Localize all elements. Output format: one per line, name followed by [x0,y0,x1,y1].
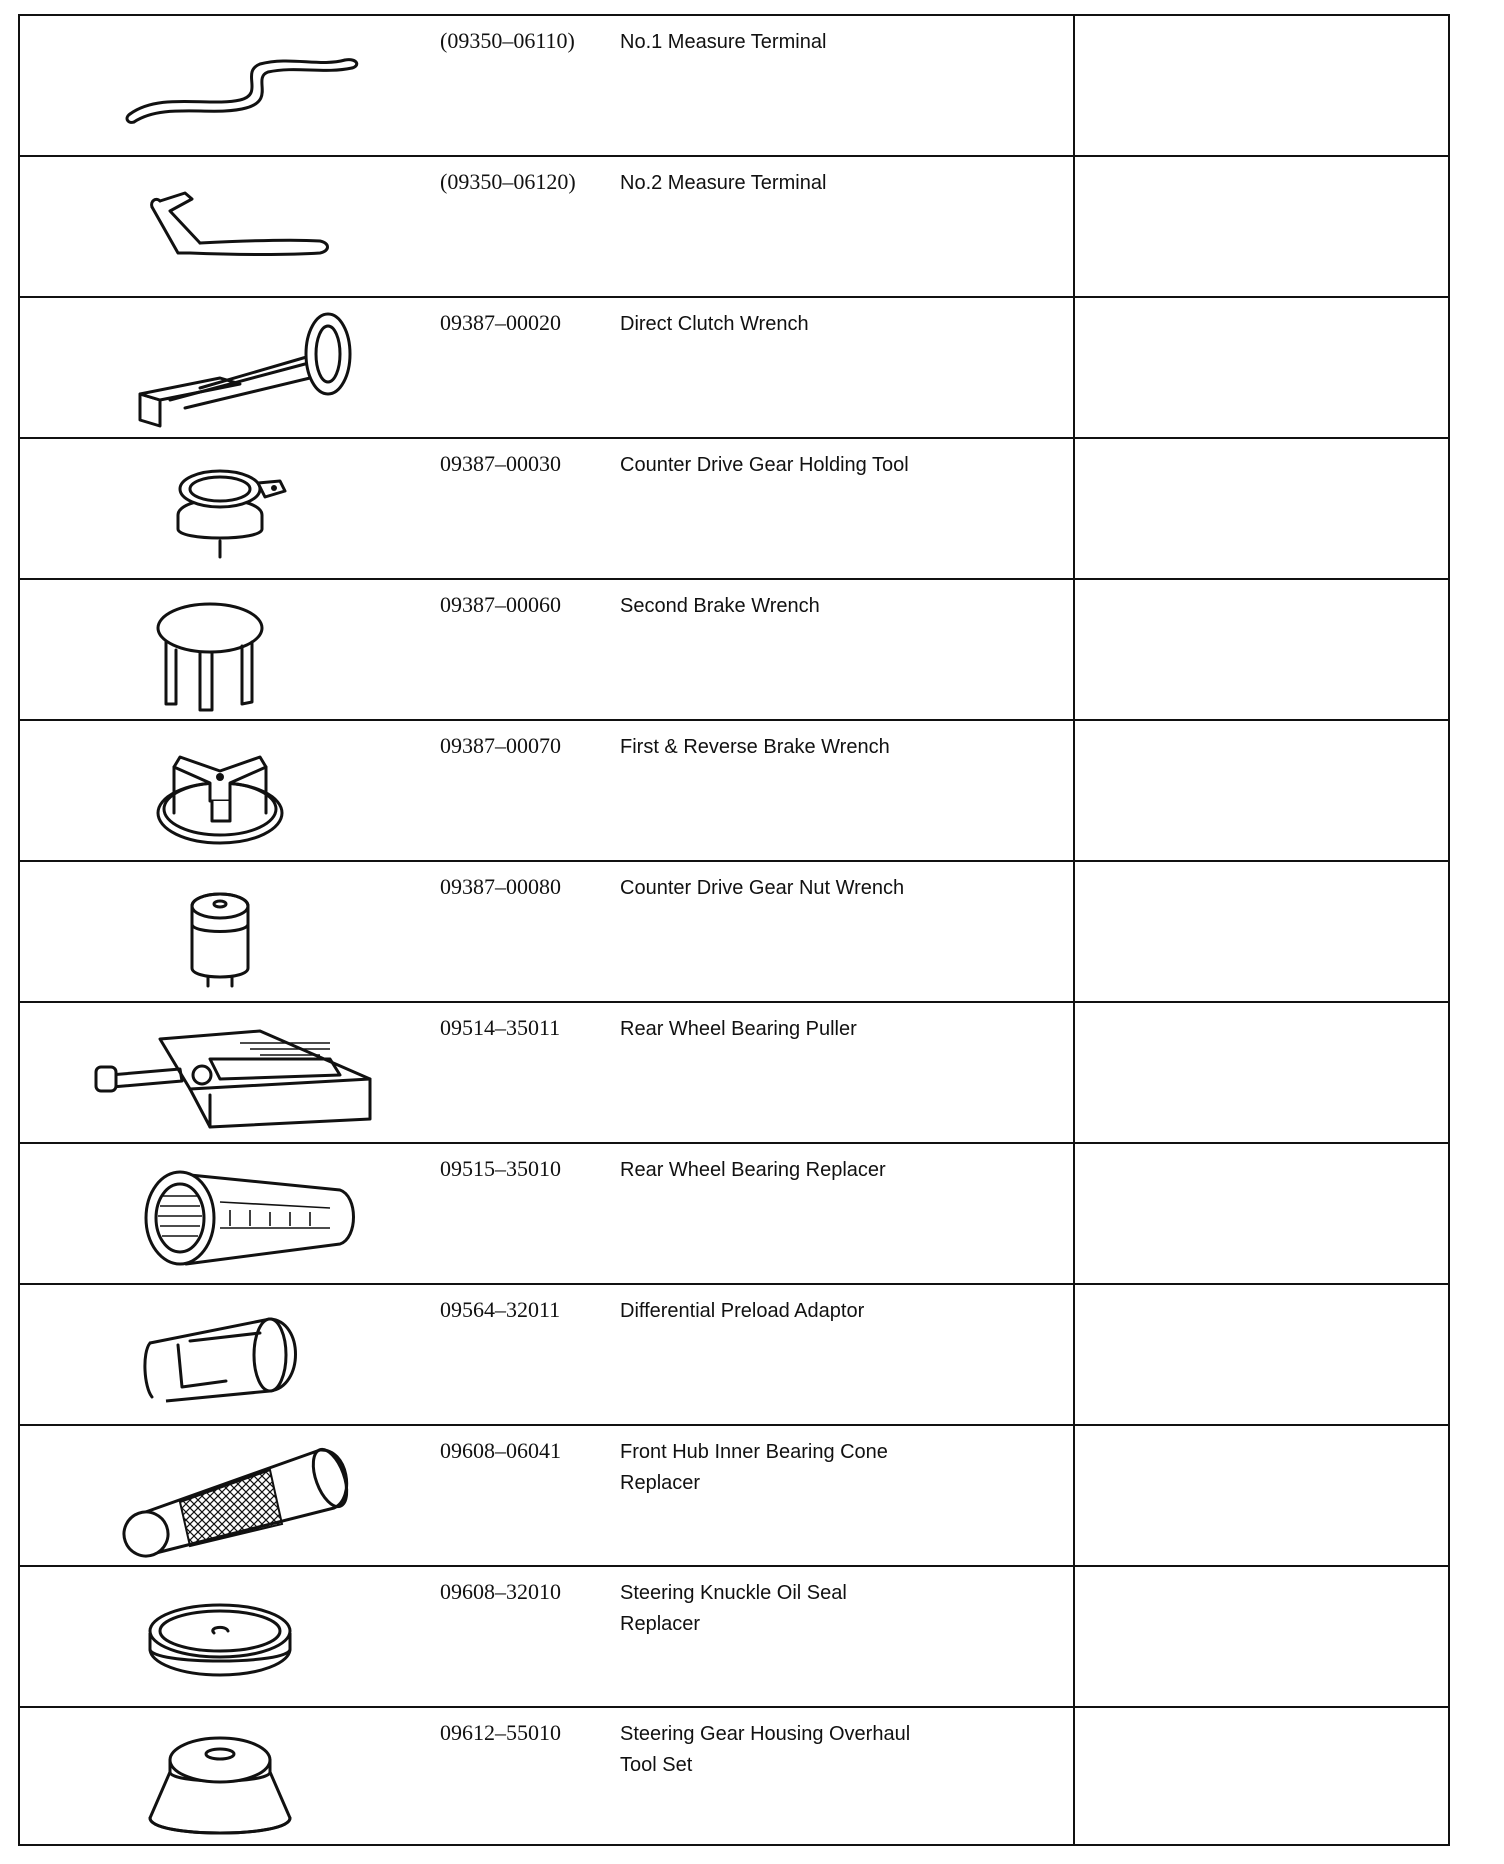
preload-adaptor-icon [90,1291,420,1419]
remark-cell [1075,1144,1448,1283]
part-number: (09350–06110) [440,28,575,53]
tool-name [620,732,1060,763]
tool-name [620,27,1060,58]
tool-name [620,168,1060,199]
bearing-puller-icon [90,1009,420,1137]
part-number: 09608–06041 [440,1438,561,1463]
brake-wrench-icon [90,586,420,714]
tool-name [620,1155,1060,1186]
part-number: (09350–06120) [440,169,576,194]
bearing-replacer-icon [90,1150,420,1278]
remark-cell [1075,16,1448,155]
part-number: 09387–00030 [440,451,561,476]
table-row [20,298,1448,439]
tool-name [620,1578,1060,1640]
table-row [20,157,1448,298]
remark-cell [1075,1567,1448,1706]
part-number: 09387–00020 [440,310,561,335]
remark-cell [1075,1708,1448,1846]
part-number: 09514–35011 [440,1015,561,1040]
reverse-brake-wrench-icon [90,727,420,855]
tool-name-line: Steering Gear Housing Overhaul [620,1723,911,1745]
remark-cell [1075,298,1448,437]
remark-cell [1075,157,1448,296]
measure-terminal-2-icon [90,163,420,291]
part-number: 09515–35010 [440,1156,561,1181]
tool-name-line: Steering Knuckle Oil Seal [620,1582,847,1604]
tool-name-line: No.1 Measure Terminal [620,31,827,53]
special-tools-table [18,14,1450,1846]
tool-name-line: Differential Preload Adaptor [620,1300,865,1322]
clutch-wrench-icon [90,304,420,432]
part-number: 09387–00080 [440,874,561,899]
tool-name [620,450,1060,481]
tool-name-line: Replacer [620,1613,701,1635]
tool-name [620,1719,1060,1781]
table-row [20,721,1448,862]
table-row [20,862,1448,1003]
part-number: 09387–00070 [440,733,561,758]
measure-terminal-1-icon [90,22,420,150]
table-row [20,1567,1448,1708]
tool-name-line: Counter Drive Gear Nut Wrench [620,877,905,899]
remark-cell [1075,439,1448,578]
table-row [20,1144,1448,1285]
table-row [20,1003,1448,1144]
tool-name-line: Direct Clutch Wrench [620,313,809,335]
cone-replacer-icon [90,1432,420,1560]
part-number: 09612–55010 [440,1720,561,1745]
tool-name-line: Second Brake Wrench [620,595,820,617]
remark-cell [1075,1426,1448,1565]
part-number: 09387–00060 [440,592,561,617]
table-row [20,1708,1448,1846]
oil-seal-replacer-icon [90,1573,420,1701]
tool-name [620,1296,1060,1327]
tool-name [620,309,1060,340]
remark-cell [1075,862,1448,1001]
part-number: 09564–32011 [440,1297,561,1322]
tool-name-line: Rear Wheel Bearing Puller [620,1018,857,1040]
tool-name [620,1437,1060,1499]
tool-name-line: Front Hub Inner Bearing Cone [620,1441,888,1463]
tool-name-line: Tool Set [620,1754,693,1776]
table-row [20,439,1448,580]
remark-cell [1075,580,1448,719]
tool-name [620,591,1060,622]
remark-cell [1075,721,1448,860]
tool-name [620,1014,1060,1045]
table-row [20,1426,1448,1567]
nut-wrench-icon [90,868,420,996]
tool-name-line: No.2 Measure Terminal [620,172,827,194]
tool-name-line: Counter Drive Gear Holding Tool [620,454,909,476]
tool-name-line: Rear Wheel Bearing Replacer [620,1159,886,1181]
remark-cell [1075,1285,1448,1424]
overhaul-tool-set-icon [90,1714,420,1842]
part-number: 09608–32010 [440,1579,561,1604]
table-row [20,580,1448,721]
tool-name [620,873,1060,904]
table-row [20,16,1448,157]
tool-name-line: Replacer [620,1472,701,1494]
remark-cell [1075,1003,1448,1142]
tool-name-line: First & Reverse Brake Wrench [620,736,890,758]
table-row [20,1285,1448,1426]
gear-holding-tool-icon [90,445,420,573]
